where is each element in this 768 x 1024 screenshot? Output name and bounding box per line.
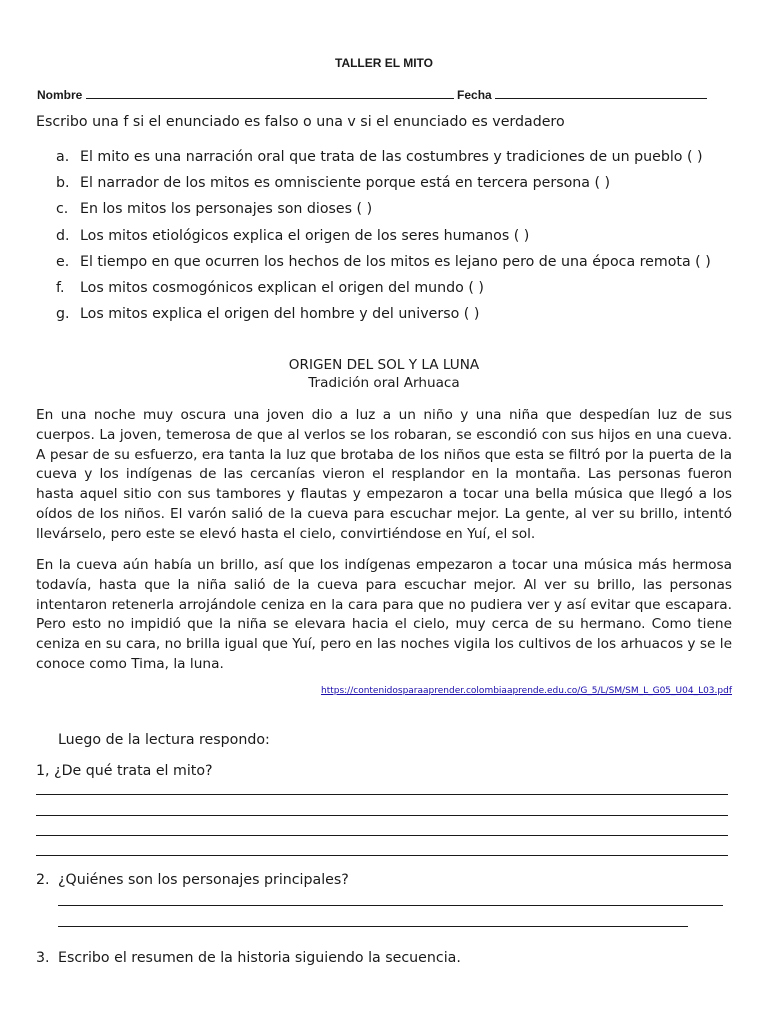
source-link[interactable]: https://contenidosparaaprender.colombiaaprende.edu.co/G_5/L/SM/SM_L_G05_U04_L03.pdf <box>320 686 732 696</box>
item-text: El tiempo en que ocurren los hechos de los mitos es lejano pero de una época remota ( ) <box>80 253 711 270</box>
item-letter: a. <box>56 149 70 165</box>
answer-line[interactable] <box>58 926 688 927</box>
true-false-list <box>56 149 711 332</box>
story-paragraph-1: En una noche muy oscura una joven dio a luz a un niño y una niña que despedían luz de sus cuerpos. La joven, temerosa de que al verlos se los robaran, se escondió con sus hijos en una cueva. A pesar de su esfuerzo, era tanta la luz que brotaba de los niños que esta se filtró por la puerta de la cueva y los indígenas de las cercanías vieron el resplandor en la montaña. Las personas fueron hasta aquel sitio con sus tambores y flautas y empezaron a tocar una bella música que llegó a los oídos de los niños. El varón salió de la cueva para escuchar mejor. La gente, al ver su brillo, intentó llevárselo, pero este se elevó hasta el cielo, convirtiéndose en Yuí, el sol. <box>36 407 732 542</box>
item-letter: f. <box>56 279 65 296</box>
story-subtitle: Tradición oral Arhuaca <box>308 375 460 391</box>
item-text: Los mitos explica el origen del hombre y del universo ( ) <box>80 306 480 323</box>
answer-line[interactable] <box>36 835 728 836</box>
nombre-blank[interactable] <box>86 86 454 99</box>
list-item <box>56 228 711 254</box>
list-item <box>56 306 711 332</box>
nombre-label: Nombre <box>37 88 83 102</box>
item-letter: e. <box>56 253 70 270</box>
questions-intro: Luego de la lectura respondo: <box>58 732 270 748</box>
worksheet-title: TALLER EL MITO <box>335 56 433 70</box>
question-2 <box>36 872 349 888</box>
question-1: 1, ¿De qué trata el mito? <box>36 763 213 779</box>
name-date-row <box>37 86 717 102</box>
list-item <box>56 175 711 201</box>
fecha-blank[interactable] <box>495 86 707 99</box>
answer-line[interactable] <box>58 905 723 906</box>
story-paragraph-2: En la cueva aún había un brillo, así que los indígenas empezaron a tocar una música más hermosa todavía, hasta que la niña salió de la cueva para escuchar mejor. Al ver su brillo, las personas intentaron retenerla arrojándole ceniza en la cara para que no pudiera ver y así evitar que escapara. Pero esto no impidió que la niña se elevara hacia el cielo, muy cerca de su hermano. Como tiene ceniza en su cara, no brilla igual que Yuí, pero en las noches vigila los cultivos de los arhuacos y se le conoce como Tima, la luna. <box>36 557 733 672</box>
question-text: Escribo el resumen de la historia siguiendo la secuencia. <box>58 950 461 966</box>
story-title: ORIGEN DEL SOL Y LA LUNA <box>288 357 480 373</box>
answer-line[interactable] <box>36 794 728 795</box>
item-text: En los mitos los personajes son dioses ( ) <box>80 201 373 218</box>
item-text: Los mitos etiológicos explica el origen de los seres humanos ( ) <box>80 227 530 244</box>
list-item <box>56 201 711 227</box>
question-text: ¿Quiénes son los personajes principales? <box>58 872 349 888</box>
item-letter: g. <box>56 306 70 323</box>
item-letter: d. <box>56 227 70 244</box>
item-letter: b. <box>56 175 70 192</box>
list-item <box>56 254 711 280</box>
question-number: 2. <box>36 872 50 888</box>
question-number: 3. <box>36 950 50 966</box>
question-3 <box>36 950 461 966</box>
true-false-instruction: Escribo una f si el enunciado es falso o una v si el enunciado es verdadero <box>36 114 565 130</box>
item-text: El narrador de los mitos es omnisciente porque está en tercera persona ( ) <box>80 175 611 192</box>
item-text: Los mitos cosmogónicos explican el origen del mundo ( ) <box>80 279 484 296</box>
fecha-label: Fecha <box>457 88 492 102</box>
list-item <box>56 280 711 306</box>
answer-line[interactable] <box>36 815 728 816</box>
answer-line[interactable] <box>36 855 728 856</box>
list-item <box>56 149 711 175</box>
item-text: El mito es una narración oral que trata de las costumbres y tradiciones de un pueblo ( ) <box>80 149 703 165</box>
item-letter: c. <box>56 201 69 218</box>
